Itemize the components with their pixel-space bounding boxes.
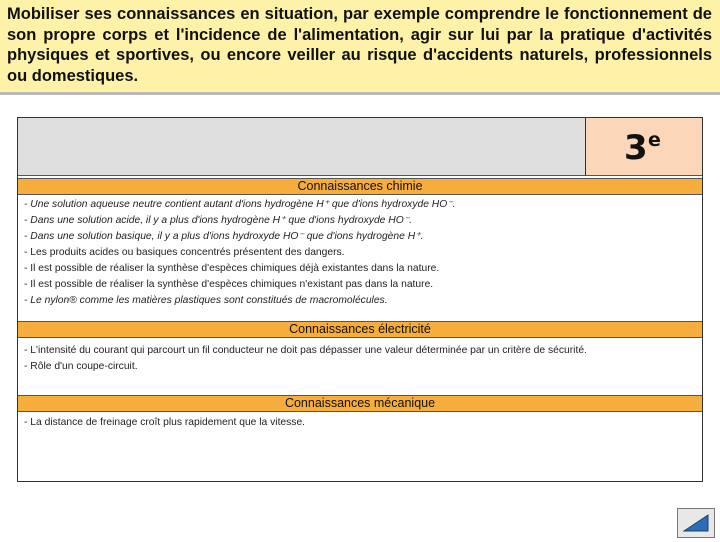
list-item: - Le nylon® comme les matières plastiques sont constitués de macromolécules. bbox=[24, 295, 388, 306]
list-item: - Dans une solution acide, il y a plus d'ions hydrogène H⁺ que d'ions hydroxyde HO⁻. bbox=[24, 215, 412, 226]
objective-text: Mobiliser ses connaissances en situation, par exemple comprendre le fonctionnement de son propre corps et l'incidence de l'alimentation, agir sur lui par la pratique d'activités physiques et sportives, ou encore veiller au risque d'accidents naturels, professionnels ou domestiques. bbox=[7, 5, 712, 85]
list-item: - L'intensité du courant qui parcourt un fil conducteur ne doit pas dépasser une valeur déterminée par un critère de sécurité. bbox=[24, 345, 587, 356]
section-header-mecanique: Connaissances mécanique bbox=[18, 395, 702, 412]
knowledge-table bbox=[17, 117, 703, 482]
list-item: - Les produits acides ou basiques concentrés présentent des dangers. bbox=[24, 247, 345, 258]
back-button[interactable] bbox=[677, 508, 715, 538]
objective-banner bbox=[0, 0, 720, 95]
list-item: - Il est possible de réaliser la synthèse d'espèces chimiques déjà existantes dans la nature. bbox=[24, 263, 440, 274]
list-item: - Il est possible de réaliser la synthèse d'espèces chimiques n'existant pas dans la nature. bbox=[24, 279, 434, 290]
list-item: - La distance de freinage croît plus rapidement que la vitesse. bbox=[24, 417, 306, 428]
section-header-chimie: Connaissances chimie bbox=[18, 178, 702, 195]
level-badge bbox=[586, 118, 702, 176]
header-blank-cell bbox=[18, 118, 586, 176]
section-body-mecanique bbox=[24, 415, 700, 431]
list-item: - Dans une solution basique, il y a plus d'ions hydroxyde HO⁻ que d'ions hydrogène H⁺. bbox=[24, 231, 424, 242]
section-body-electricite bbox=[24, 343, 700, 375]
back-arrow-icon bbox=[678, 509, 714, 537]
level-suffix: e bbox=[648, 129, 661, 151]
list-item: - Rôle d'un coupe-circuit. bbox=[24, 361, 138, 372]
section-body-chimie bbox=[24, 197, 700, 309]
level-number: 3 bbox=[624, 128, 648, 168]
section-header-electricite: Connaissances électricité bbox=[18, 321, 702, 338]
list-item: - Une solution aqueuse neutre contient autant d'ions hydrogène H⁺ que d'ions hydroxyde HO⁻. bbox=[24, 199, 456, 210]
